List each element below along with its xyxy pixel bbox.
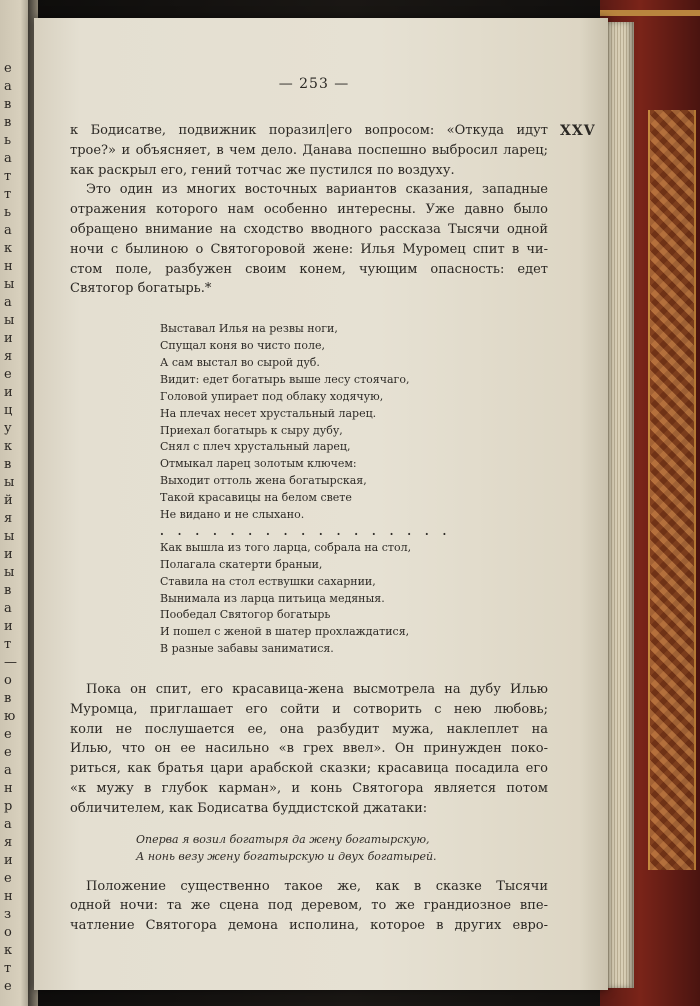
verse-line: Как вышла из того ларца, собрала на стол, (160, 540, 412, 554)
left-page-fragment: и (4, 547, 13, 562)
page-edges (606, 22, 634, 988)
left-page-fragment: в (4, 115, 12, 130)
left-page-fragment: ы (4, 313, 15, 328)
verse-line: Приехал богатырь к сыру дубу, (160, 423, 343, 437)
left-page-fragment: в (4, 97, 12, 112)
left-page-fragment: ы (4, 277, 15, 292)
left-page-fragment: р (4, 799, 13, 814)
paragraph-line: одной ночи: та же сцена под деревом, то же грандиозное впе- (70, 898, 548, 914)
left-page-fragment: н (4, 259, 13, 274)
verse-line: Пообедал Святогор богатырь (160, 608, 331, 622)
verse-line: А сам выстал во сырой дуб. (160, 355, 320, 369)
verse-line: Отмыкал ларец золотым ключем: (160, 457, 357, 471)
verse-line: Спущал коня во чисто поле, (160, 339, 325, 353)
left-page-fragment: ы (4, 475, 15, 490)
left-page-fragment: а (4, 151, 12, 166)
left-page-fragment: у (4, 421, 12, 436)
paragraph-line: Это один из многих восточных вариантов сказания, западные (86, 182, 548, 198)
paragraph-line: стом поле, разбужен своим конем, чующим опасность: едет (70, 261, 548, 277)
verse-line: Полагала скатерти браныи, (160, 557, 323, 571)
left-page-fragment: и (4, 385, 13, 400)
paragraph-line: отражения которого нам особенно интересны. Уже давно было (70, 202, 548, 218)
paragraph-line: Илью, что он ее насильно «в грех ввел». Он принужден поко- (70, 741, 548, 757)
paragraph-line: как раскрыл его, гений тотчас же пустился по воздуху. (70, 162, 455, 178)
verse-line: Снял с плеч хрустальный ларец, (160, 440, 351, 454)
left-page-fragment: ь (4, 133, 12, 148)
cover-ornament (648, 110, 696, 870)
left-page-fragment: а (4, 817, 12, 832)
chapter-marker: XXV (560, 123, 596, 139)
left-page-fragment: е (4, 727, 12, 742)
left-page-fragment: т (4, 187, 12, 202)
paragraph-2 (70, 180, 548, 299)
left-page-fragment: о (4, 673, 12, 688)
left-page-fragment: в (4, 457, 12, 472)
left-page-fragment: и (4, 331, 13, 346)
paragraph-line: обличителем, как Бодисатва буддистской джатаки: (70, 800, 428, 816)
left-page-fragment: е (4, 871, 12, 886)
left-page-fragment: а (4, 601, 12, 616)
paragraph-line: Святогор богатырь.* (70, 281, 212, 297)
left-page-fragment: ю (4, 709, 16, 724)
left-page-fragment: т (4, 637, 12, 652)
paragraph-line: Положение существенно такое же, как в сказке Тысячи (86, 878, 548, 894)
verse-line: И пошел с женой в шатер прохлаждатися, (160, 625, 410, 639)
left-page-fragment: в (4, 691, 12, 706)
verse-line: Ставила на стол ествушки сахарнии, (160, 574, 376, 588)
left-page-fragment: — (4, 655, 17, 670)
left-page-fragment: е (4, 367, 12, 382)
verse-stanza-2 (160, 540, 548, 658)
verse-line: В разные забавы заниматися. (160, 642, 334, 656)
verse-stanza-1 (160, 321, 548, 524)
paragraph-line: Муромца, приглашает его сойти и сотворить с нею любовь; (70, 701, 548, 717)
paragraph-line: риться, как братья цари арабской сказки; красавица посадила его (70, 761, 548, 777)
left-page-fragment: к (4, 943, 13, 958)
paragraph-3 (70, 680, 548, 819)
left-page-fragment: а (4, 763, 12, 778)
left-page-fragment: т (4, 169, 12, 184)
paragraph-4 (70, 877, 548, 936)
left-page-fragment: е (4, 745, 12, 760)
paragraph-line: чатление Святогора демона исполина, которое в других евро- (70, 918, 548, 934)
verse-line: Головой упирает под облаку ходячую, (160, 389, 384, 403)
verse-ellipsis: . . . . . . . . . . . . . . . . . (160, 524, 452, 538)
left-page-fragment: а (4, 295, 12, 310)
paragraph-line: к Бодисатве, подвижник поразил|его вопросом: «Откуда идут (70, 123, 548, 138)
page-number: — 253 — (278, 76, 350, 92)
paragraph-line: «к мужу в глубок карман», и конь Святогора является потом (70, 781, 548, 797)
cover-trim (600, 10, 700, 16)
left-page-fragment: н (4, 889, 13, 904)
paragraph-line: ночи с былиною о Святогоровой жене: Илья Муромец спит в чи- (70, 241, 548, 257)
left-page-fragment: к (4, 241, 13, 256)
verse-line: Вынимала из ларца питьица медяныя. (160, 591, 385, 605)
left-page-fragment: й (4, 493, 13, 508)
left-page-fragment: ц (4, 403, 13, 418)
paragraph-line: обращено внимание на сходство вводного рассказа Тысячи одной (70, 221, 548, 237)
verse-line: Выставал Илья на резвы ноги, (160, 322, 338, 336)
book-page (34, 18, 608, 990)
left-page-fragment: т (4, 961, 12, 976)
left-page-fragment: я (4, 835, 13, 850)
left-page-fragment: ь (4, 205, 12, 220)
paragraph-1 (70, 121, 548, 180)
left-page-fragment: и (4, 619, 13, 634)
verse-couplet (136, 831, 548, 865)
couplet-line: А нонь везу жену богатырскую и двух богатырей. (136, 849, 437, 863)
paragraph-line: трое?» и объясняет, в чем дело. Данава поспешно выбросил ларец; (70, 142, 548, 158)
couplet-line: Оперва я возил богатыря да жену богатырскую, (136, 832, 430, 846)
left-page-fragment: е (4, 61, 12, 76)
paragraph-line: Пока он спит, его красавица-жена высмотрела на дубу Илью (86, 682, 548, 698)
verse-line: Видит: едет богатырь выше лесу стоячаго, (160, 372, 410, 386)
left-page-fragment: ы (4, 565, 15, 580)
verse-line: Не видано и не слыхано. (160, 507, 305, 521)
left-page-fragment: ы (4, 529, 15, 544)
left-page-fragment: и (4, 853, 13, 868)
page-body (70, 121, 548, 936)
left-page-fragment: в (4, 583, 12, 598)
verse-line: Выходит оттоль жена богатырская, (160, 474, 367, 488)
verse-line: Такой красавицы на белом свете (160, 491, 352, 505)
left-page-fragment: а (4, 223, 12, 238)
left-page-fragment: з (4, 907, 12, 922)
left-page-fragment: я (4, 349, 13, 364)
verse-line: На плечах несет хрустальный ларец. (160, 406, 377, 420)
left-page-fragment: о (4, 925, 12, 940)
left-page-fragment: к (4, 439, 13, 454)
left-page-fragment: я (4, 511, 13, 526)
left-page-fragment: а (4, 79, 12, 94)
paragraph-line: коли не послушается ее, она разбудит мужа, наклеплет на (70, 721, 548, 737)
left-page-fragment: е (4, 979, 12, 994)
left-page-fragment: н (4, 781, 13, 796)
